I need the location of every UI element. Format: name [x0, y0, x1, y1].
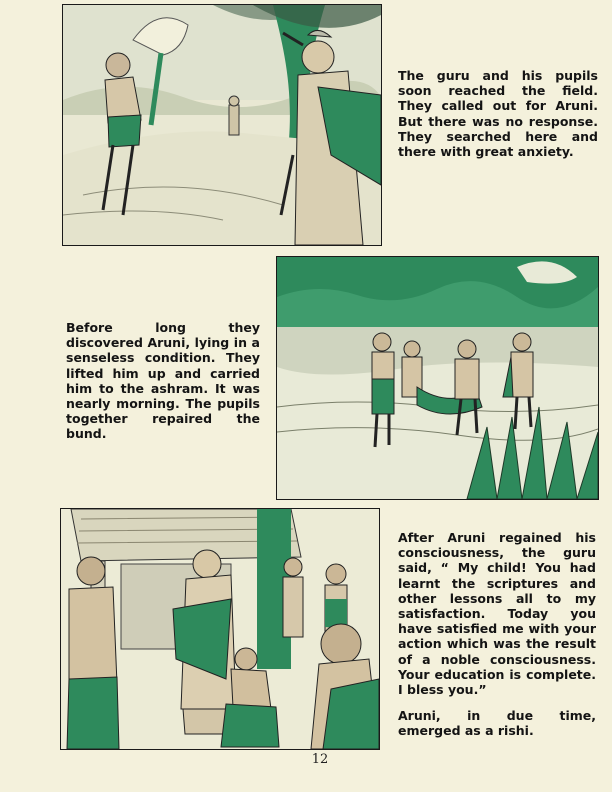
page-number: 12 [311, 752, 329, 767]
ending-caption: Aruni, in due time, emerged as a rishi. [398, 708, 596, 739]
pupils-carrying-aruni-illustration [277, 257, 598, 499]
panel-1-illustration [62, 4, 382, 246]
panel-3-caption: After Aruni regained his consciousness, the guru said, “ My child! You had learnt the scriptures and other lessons all to my satisfaction. Today you have satisfied me with your action which was the result of a noble consciousness. Your education is complete. I bless you.” [398, 530, 596, 698]
panel-3-illustration [60, 508, 380, 750]
guru-blessing-illustration [61, 509, 379, 749]
panel-2-illustration [276, 256, 599, 500]
panel-2-caption: Before long they discovered Aruni, lying in a senseless condition. They lifted him up and carried him to the ashram. It was nearly morning. The pupils together repaired the bund. [66, 320, 260, 442]
panel-1-caption: The guru and his pupils soon reached the field. They called out for Aruni. But there was no response. They searched here and there with great anxiety. [398, 68, 598, 160]
guru-and-pupils-illustration [63, 5, 381, 245]
